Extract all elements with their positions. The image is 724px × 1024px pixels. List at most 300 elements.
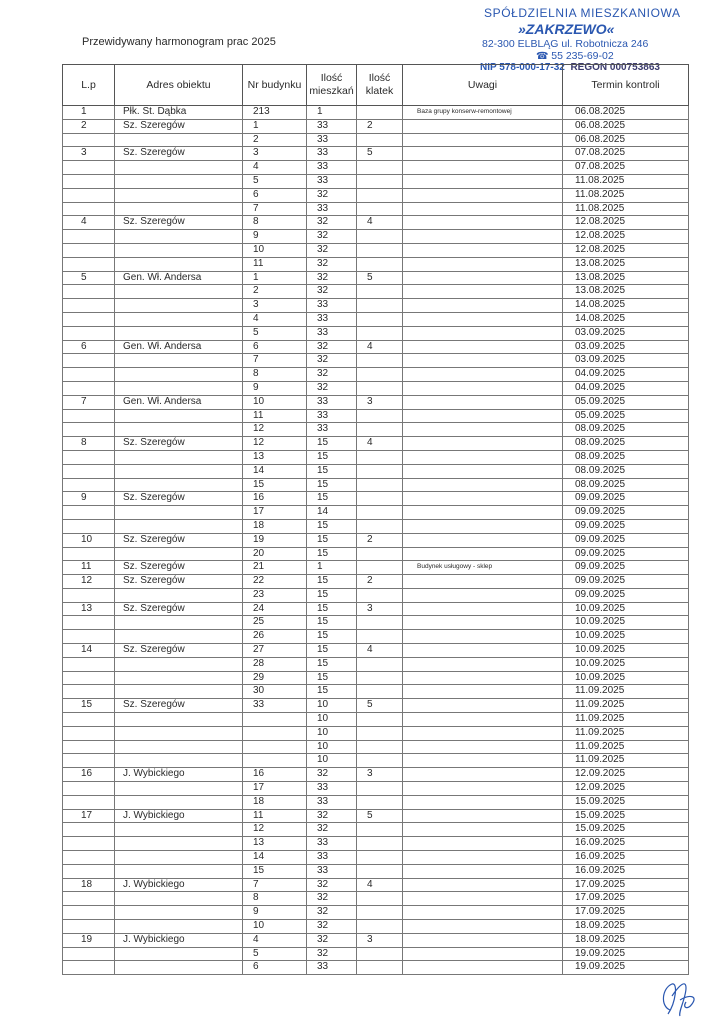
cell-address: Sz. Szeregów: [115, 119, 243, 133]
cell-apartments: 32: [307, 768, 357, 782]
cell-lp: [63, 174, 115, 188]
cell-lp: [63, 299, 115, 313]
cell-staircases: [357, 243, 403, 257]
cell-inspection-date: 13.08.2025: [563, 271, 689, 285]
cell-building-no: 3: [243, 299, 307, 313]
header-apartments: Ilość mieszkań: [307, 65, 357, 106]
cell-lp: 12: [63, 575, 115, 589]
schedule-table: [62, 64, 689, 975]
cell-apartments: 32: [307, 216, 357, 230]
cell-notes: [403, 602, 563, 616]
cell-apartments: 15: [307, 588, 357, 602]
cell-inspection-date: 14.08.2025: [563, 299, 689, 313]
cell-apartments: 10: [307, 726, 357, 740]
table-row: [63, 478, 689, 492]
cell-notes: [403, 437, 563, 451]
cell-building-no: 1: [243, 271, 307, 285]
cell-notes: [403, 464, 563, 478]
table-row: [63, 851, 689, 865]
cell-inspection-date: 12.09.2025: [563, 782, 689, 796]
cell-inspection-date: 09.09.2025: [563, 561, 689, 575]
table-row: [63, 106, 689, 120]
cell-staircases: 4: [357, 340, 403, 354]
cell-address: [115, 464, 243, 478]
cell-address: [115, 685, 243, 699]
cell-inspection-date: 09.09.2025: [563, 588, 689, 602]
cell-inspection-date: 12.09.2025: [563, 768, 689, 782]
cell-staircases: 3: [357, 602, 403, 616]
cell-lp: [63, 726, 115, 740]
cell-notes: [403, 630, 563, 644]
cell-staircases: [357, 920, 403, 934]
cell-address: [115, 740, 243, 754]
cell-lp: [63, 864, 115, 878]
cell-lp: 11: [63, 561, 115, 575]
cell-building-no: 18: [243, 795, 307, 809]
cell-address: [115, 892, 243, 906]
cell-inspection-date: 15.09.2025: [563, 795, 689, 809]
cell-notes: [403, 768, 563, 782]
cell-address: [115, 257, 243, 271]
cell-address: [115, 713, 243, 727]
cell-address: [115, 630, 243, 644]
cell-notes: [403, 782, 563, 796]
cell-apartments: 32: [307, 243, 357, 257]
cell-inspection-date: 08.09.2025: [563, 464, 689, 478]
cell-apartments: 15: [307, 547, 357, 561]
table-row: [63, 312, 689, 326]
cell-lp: 7: [63, 395, 115, 409]
cell-inspection-date: 03.09.2025: [563, 326, 689, 340]
cell-building-no: 16: [243, 768, 307, 782]
cell-lp: 14: [63, 644, 115, 658]
cell-notes: [403, 230, 563, 244]
cell-lp: 1: [63, 106, 115, 120]
cell-notes: [403, 754, 563, 768]
cell-inspection-date: 11.09.2025: [563, 740, 689, 754]
cell-building-no: 8: [243, 216, 307, 230]
cell-notes: [403, 878, 563, 892]
cell-notes: [403, 920, 563, 934]
cell-lp: 6: [63, 340, 115, 354]
cell-lp: [63, 188, 115, 202]
cell-building-no: 33: [243, 699, 307, 713]
cell-staircases: [357, 823, 403, 837]
cell-staircases: 4: [357, 437, 403, 451]
cell-notes: [403, 133, 563, 147]
cell-notes: Baza grupy konserw-remontowej: [403, 106, 563, 120]
cell-inspection-date: 11.08.2025: [563, 188, 689, 202]
cell-building-no: 6: [243, 340, 307, 354]
cell-address: Płk. St. Dąbka: [115, 106, 243, 120]
cell-building-no: 2: [243, 133, 307, 147]
table-row: [63, 285, 689, 299]
cell-lp: [63, 547, 115, 561]
cell-building-no: 11: [243, 257, 307, 271]
table-row: [63, 257, 689, 271]
cell-apartments: 15: [307, 519, 357, 533]
cell-notes: [403, 699, 563, 713]
cell-lp: [63, 133, 115, 147]
cell-building-no: 10: [243, 243, 307, 257]
phone-icon: ☎: [536, 51, 552, 62]
cell-staircases: 5: [357, 147, 403, 161]
cell-notes: [403, 864, 563, 878]
cell-notes: [403, 726, 563, 740]
cell-inspection-date: 12.08.2025: [563, 216, 689, 230]
cell-inspection-date: 03.09.2025: [563, 354, 689, 368]
cell-staircases: 4: [357, 644, 403, 658]
cell-notes: [403, 506, 563, 520]
cell-staircases: 2: [357, 575, 403, 589]
table-row: [63, 947, 689, 961]
cell-address: Sz. Szeregów: [115, 492, 243, 506]
cell-apartments: 15: [307, 492, 357, 506]
cell-address: [115, 299, 243, 313]
cell-staircases: [357, 381, 403, 395]
cell-inspection-date: 10.09.2025: [563, 630, 689, 644]
cell-inspection-date: 06.08.2025: [563, 119, 689, 133]
cell-staircases: [357, 106, 403, 120]
cell-building-no: 9: [243, 230, 307, 244]
cell-apartments: 32: [307, 809, 357, 823]
cell-notes: [403, 299, 563, 313]
cell-inspection-date: 11.08.2025: [563, 202, 689, 216]
cell-inspection-date: 05.09.2025: [563, 395, 689, 409]
cell-staircases: [357, 285, 403, 299]
table-row: [63, 809, 689, 823]
cell-address: Sz. Szeregów: [115, 699, 243, 713]
cell-building-no: 8: [243, 892, 307, 906]
cell-address: [115, 961, 243, 975]
cell-notes: [403, 174, 563, 188]
cell-notes: [403, 837, 563, 851]
cell-building-no: 5: [243, 326, 307, 340]
cell-address: [115, 312, 243, 326]
cell-address: [115, 920, 243, 934]
stamp-address: 82-300 ELBLĄG ul. Robotnicza 246: [482, 38, 649, 50]
cell-staircases: [357, 657, 403, 671]
table-row: [63, 782, 689, 796]
cell-building-no: 24: [243, 602, 307, 616]
cell-notes: [403, 326, 563, 340]
table-row: [63, 630, 689, 644]
cell-staircases: [357, 478, 403, 492]
cell-inspection-date: 16.09.2025: [563, 837, 689, 851]
cell-address: [115, 285, 243, 299]
table-row: [63, 340, 689, 354]
handwritten-signature: [656, 974, 712, 1022]
cell-staircases: 4: [357, 878, 403, 892]
cell-lp: [63, 671, 115, 685]
cell-inspection-date: 10.09.2025: [563, 602, 689, 616]
table-row: [63, 506, 689, 520]
cell-address: [115, 588, 243, 602]
cell-apartments: 32: [307, 285, 357, 299]
cell-address: J. Wybickiego: [115, 933, 243, 947]
cell-lp: [63, 713, 115, 727]
cell-staircases: 2: [357, 119, 403, 133]
cell-apartments: 32: [307, 340, 357, 354]
cell-staircases: [357, 174, 403, 188]
cell-notes: [403, 823, 563, 837]
cell-inspection-date: 06.08.2025: [563, 106, 689, 120]
cell-lp: [63, 326, 115, 340]
table-row: [63, 892, 689, 906]
cell-building-no: 7: [243, 202, 307, 216]
cell-notes: [403, 892, 563, 906]
cell-building-no: 29: [243, 671, 307, 685]
table-row: [63, 837, 689, 851]
cell-building-no: 12: [243, 823, 307, 837]
cell-building-no: 12: [243, 423, 307, 437]
cell-apartments: 33: [307, 395, 357, 409]
cell-staircases: [357, 837, 403, 851]
cell-staircases: [357, 506, 403, 520]
cell-inspection-date: 15.09.2025: [563, 809, 689, 823]
table-row: [63, 354, 689, 368]
cell-lp: 9: [63, 492, 115, 506]
table-row: [63, 243, 689, 257]
cell-notes: Budynek usługowy - sklep: [403, 561, 563, 575]
cell-staircases: [357, 188, 403, 202]
table-row: [63, 795, 689, 809]
cell-apartments: 15: [307, 575, 357, 589]
cell-address: [115, 243, 243, 257]
cell-staircases: [357, 547, 403, 561]
cell-address: Sz. Szeregów: [115, 561, 243, 575]
cell-apartments: 33: [307, 299, 357, 313]
table-row: [63, 768, 689, 782]
cell-notes: [403, 616, 563, 630]
cell-address: [115, 519, 243, 533]
cell-address: [115, 851, 243, 865]
cell-notes: [403, 851, 563, 865]
cell-staircases: 3: [357, 768, 403, 782]
cell-lp: 5: [63, 271, 115, 285]
cell-lp: [63, 257, 115, 271]
cell-apartments: 15: [307, 630, 357, 644]
cell-inspection-date: 09.09.2025: [563, 506, 689, 520]
cell-inspection-date: 04.09.2025: [563, 368, 689, 382]
cell-lp: [63, 161, 115, 175]
cell-inspection-date: 19.09.2025: [563, 961, 689, 975]
cell-notes: [403, 547, 563, 561]
header-building-no: Nr budynku: [243, 65, 307, 106]
cell-apartments: 33: [307, 202, 357, 216]
cell-apartments: 1: [307, 106, 357, 120]
table-header-row: [63, 65, 689, 106]
cell-building-no: 4: [243, 312, 307, 326]
table-row: [63, 575, 689, 589]
cell-apartments: 33: [307, 837, 357, 851]
table-row: [63, 161, 689, 175]
table-row: [63, 961, 689, 975]
cell-address: Sz. Szeregów: [115, 147, 243, 161]
cell-apartments: 32: [307, 354, 357, 368]
cell-staircases: [357, 423, 403, 437]
cell-inspection-date: 16.09.2025: [563, 851, 689, 865]
table-row: [63, 740, 689, 754]
cell-building-no: 28: [243, 657, 307, 671]
cell-staircases: [357, 354, 403, 368]
cell-building-no: 27: [243, 644, 307, 658]
cell-address: J. Wybickiego: [115, 768, 243, 782]
cell-lp: 8: [63, 437, 115, 451]
cell-staircases: [357, 851, 403, 865]
cell-building-no: 18: [243, 519, 307, 533]
cell-apartments: 32: [307, 230, 357, 244]
cell-notes: [403, 312, 563, 326]
cell-apartments: 33: [307, 423, 357, 437]
cell-inspection-date: 09.09.2025: [563, 547, 689, 561]
cell-apartments: 14: [307, 506, 357, 520]
cell-apartments: 15: [307, 478, 357, 492]
cell-notes: [403, 161, 563, 175]
cell-lp: [63, 657, 115, 671]
cell-staircases: [357, 616, 403, 630]
cell-inspection-date: 10.09.2025: [563, 644, 689, 658]
cell-staircases: [357, 782, 403, 796]
header-inspection-date: Termin kontroli: [563, 65, 689, 106]
cell-lp: [63, 823, 115, 837]
cell-apartments: 32: [307, 823, 357, 837]
cell-notes: [403, 271, 563, 285]
cell-inspection-date: 12.08.2025: [563, 230, 689, 244]
table-row: [63, 409, 689, 423]
cell-notes: [403, 795, 563, 809]
table-row: [63, 133, 689, 147]
cell-inspection-date: 17.09.2025: [563, 878, 689, 892]
cell-inspection-date: 08.09.2025: [563, 437, 689, 451]
cell-staircases: 4: [357, 216, 403, 230]
cell-lp: [63, 506, 115, 520]
cell-address: [115, 409, 243, 423]
cell-lp: [63, 450, 115, 464]
cell-notes: [403, 533, 563, 547]
cell-building-no: 12: [243, 437, 307, 451]
cell-notes: [403, 740, 563, 754]
cell-inspection-date: 11.09.2025: [563, 713, 689, 727]
cell-staircases: 5: [357, 271, 403, 285]
cell-apartments: 33: [307, 795, 357, 809]
cell-notes: [403, 671, 563, 685]
cell-building-no: 9: [243, 381, 307, 395]
cell-notes: [403, 202, 563, 216]
cell-address: [115, 657, 243, 671]
cell-building-no: 23: [243, 588, 307, 602]
cell-lp: [63, 312, 115, 326]
cell-apartments: 33: [307, 782, 357, 796]
cell-lp: [63, 685, 115, 699]
table-row: [63, 588, 689, 602]
cell-notes: [403, 354, 563, 368]
cell-staircases: [357, 202, 403, 216]
table-row: [63, 920, 689, 934]
cell-address: Sz. Szeregów: [115, 437, 243, 451]
cell-lp: [63, 892, 115, 906]
cell-building-no: 15: [243, 864, 307, 878]
cell-apartments: 32: [307, 257, 357, 271]
cell-address: Sz. Szeregów: [115, 602, 243, 616]
cell-address: [115, 161, 243, 175]
cell-inspection-date: 14.08.2025: [563, 312, 689, 326]
cell-address: Gen. Wł. Andersa: [115, 340, 243, 354]
cell-building-no: 22: [243, 575, 307, 589]
cell-lp: [63, 285, 115, 299]
cell-notes: [403, 395, 563, 409]
cell-address: [115, 133, 243, 147]
cell-notes: [403, 478, 563, 492]
cell-inspection-date: 09.09.2025: [563, 533, 689, 547]
table-row: [63, 657, 689, 671]
cell-inspection-date: 07.08.2025: [563, 147, 689, 161]
cell-apartments: 33: [307, 133, 357, 147]
cell-lp: [63, 837, 115, 851]
table-row: [63, 437, 689, 451]
cell-staircases: [357, 630, 403, 644]
cell-building-no: 21: [243, 561, 307, 575]
cell-apartments: 32: [307, 906, 357, 920]
table-row: [63, 685, 689, 699]
cell-notes: [403, 285, 563, 299]
cell-staircases: [357, 312, 403, 326]
stamp-nip: NIP 578-000-17-32: [480, 62, 565, 73]
cell-lp: [63, 368, 115, 382]
cell-notes: [403, 685, 563, 699]
table-row: [63, 147, 689, 161]
cell-address: Sz. Szeregów: [115, 575, 243, 589]
cell-lp: [63, 947, 115, 961]
cell-apartments: 33: [307, 326, 357, 340]
cell-building-no: [243, 740, 307, 754]
cell-address: [115, 671, 243, 685]
cell-inspection-date: 09.09.2025: [563, 575, 689, 589]
cell-lp: [63, 906, 115, 920]
cell-staircases: [357, 726, 403, 740]
cell-building-no: 4: [243, 161, 307, 175]
table-row: [63, 368, 689, 382]
table-row: [63, 933, 689, 947]
cell-building-no: 14: [243, 464, 307, 478]
cell-building-no: 4: [243, 933, 307, 947]
table-row: [63, 602, 689, 616]
table-row: [63, 726, 689, 740]
table-body: [63, 106, 689, 975]
cell-inspection-date: 10.09.2025: [563, 616, 689, 630]
cell-staircases: [357, 561, 403, 575]
cell-building-no: 11: [243, 809, 307, 823]
cell-notes: [403, 409, 563, 423]
cell-building-no: 11: [243, 409, 307, 423]
cell-staircases: [357, 754, 403, 768]
cell-notes: [403, 492, 563, 506]
cell-staircases: 3: [357, 395, 403, 409]
cell-notes: [403, 257, 563, 271]
cell-notes: [403, 340, 563, 354]
cell-building-no: 7: [243, 878, 307, 892]
cell-notes: [403, 368, 563, 382]
cell-address: [115, 202, 243, 216]
table-row: [63, 326, 689, 340]
header-lp: L.p: [63, 65, 115, 106]
cell-lp: [63, 740, 115, 754]
cell-staircases: [357, 368, 403, 382]
cell-lp: 16: [63, 768, 115, 782]
cell-apartments: 33: [307, 409, 357, 423]
cell-staircases: [357, 519, 403, 533]
cell-apartments: 33: [307, 312, 357, 326]
